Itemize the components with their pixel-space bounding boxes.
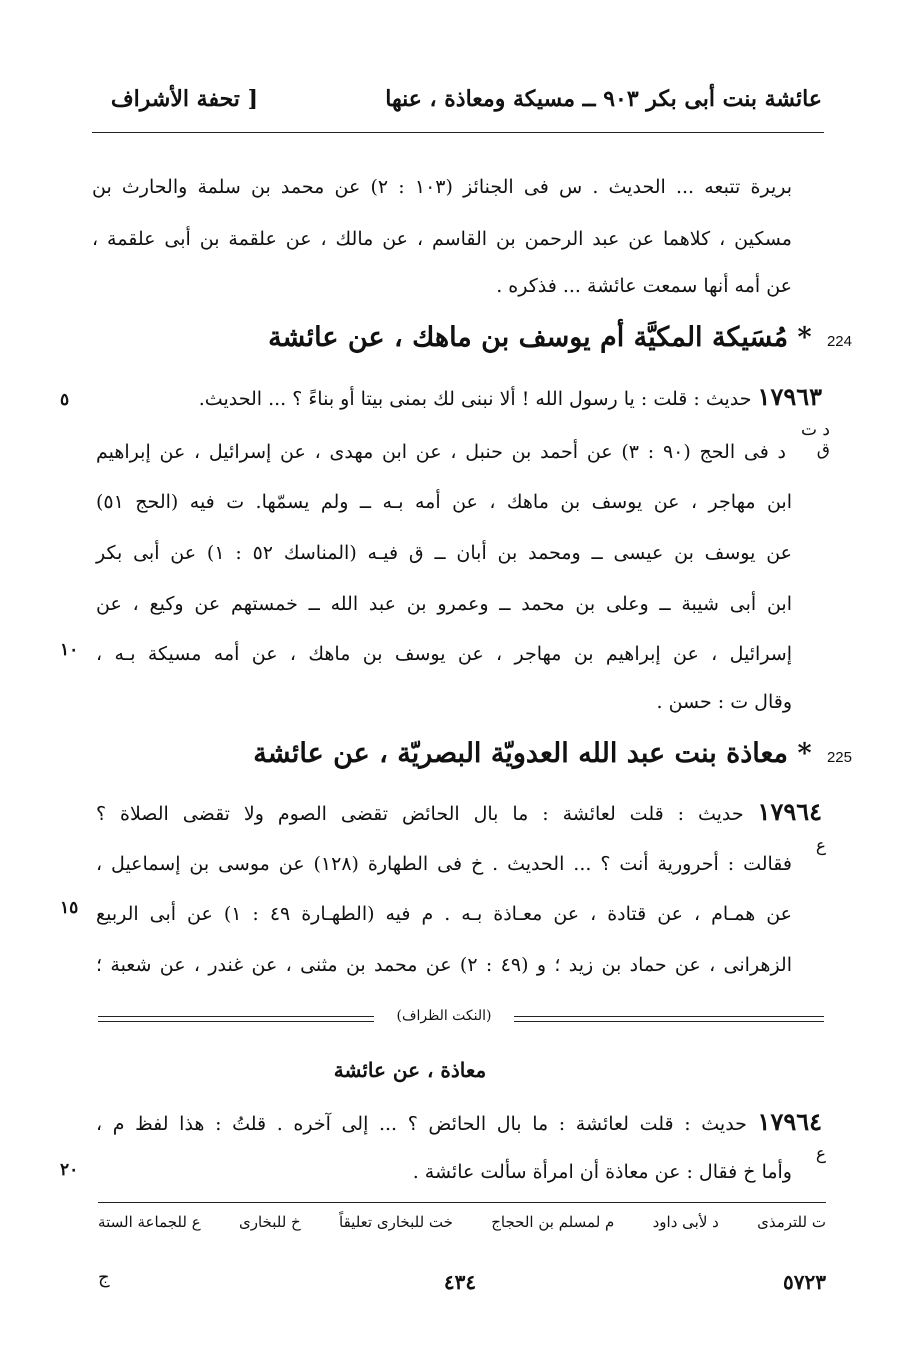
section-number: 225 bbox=[826, 749, 852, 766]
nukat-subheading: معاذة ، عن عائشة bbox=[333, 1058, 487, 1082]
abbreviation: خت للبخارى تعليقاً bbox=[339, 1213, 453, 1231]
abbreviation: ع للجماعة الستة bbox=[98, 1213, 201, 1231]
footer-rule bbox=[98, 1202, 826, 1203]
text-line: إسرائيل ، عن إبراهيم بن مهاجر ، عن يوسف بن ماهك ، عن أمه مسيكة بـه ، bbox=[96, 643, 792, 665]
abbreviation: خ للبخارى bbox=[238, 1213, 301, 1231]
hadith-number: ١٧٩٦٤ bbox=[757, 1107, 822, 1136]
text-line: عن يوسف بن عيسى ــ ومحمد بن أبان ــ ق فيـه (المناسك ٥٢ : ١) عن أبى بكر bbox=[96, 542, 792, 564]
text-line: عن أمه أنها سمعت عائشة ... فذكره . bbox=[496, 275, 792, 297]
text-line: ابن مهاجر ، عن يوسف بن ماهك ، عن أمه بـه ــ ولم يسمّها. ت فيه (الحج ٥١) bbox=[96, 491, 792, 513]
running-title-chapter: عائشة بنت أبى بكر ٩٠٣ ــ مسيكة ومعاذة ، عنها bbox=[385, 86, 822, 112]
text-line: وأما خ فقال : عن معاذة أن امرأة سألت عائشة . bbox=[412, 1161, 792, 1183]
section-marker: * bbox=[797, 322, 812, 353]
page-number: ٤٣٤ bbox=[443, 1270, 477, 1294]
nukat-separator bbox=[98, 1008, 824, 1030]
collection-code: ع bbox=[815, 836, 826, 856]
section-heading-224 bbox=[240, 322, 852, 353]
separator-label: (النكت الظراف) bbox=[396, 1008, 492, 1024]
hadith-number: ١٧٩٦٣ bbox=[757, 382, 822, 411]
abbreviation: م لمسلم بن الحجاج bbox=[491, 1213, 615, 1231]
text-line: عن همـام ، عن قتادة ، عن معـاذة بـه . م فيه (الطهـارة ٤٩ : ١) عن أبى الربيع bbox=[96, 903, 793, 925]
nukat-first-line bbox=[96, 1107, 822, 1136]
collection-codes: د ت ق bbox=[801, 420, 830, 460]
hadith-text: حديث : قلت : يا رسول الله ! ألا نبنى لك بمنى بيتا أو بناءً ؟ ... الحديث. bbox=[198, 388, 752, 410]
text-line: د فى الحج (٩٠ : ٣) عن أحمد بن حنبل ، عن ابن مهدى ، عن إسرائيل ، عن إبراهيم bbox=[96, 441, 787, 463]
abbreviation-key bbox=[98, 1213, 826, 1243]
margin-line-number: ١٥ bbox=[60, 898, 79, 918]
collection-code: ع bbox=[815, 1144, 826, 1164]
section-marker: * bbox=[797, 738, 812, 769]
section-heading-225 bbox=[236, 738, 852, 769]
header-rule bbox=[92, 132, 824, 133]
hadith-first-line bbox=[112, 382, 822, 411]
abbreviation: ت للترمذى bbox=[757, 1213, 826, 1231]
hadith-text: حديث : قلت لعائشة : ما بال الحائض تقضى الصوم ولا تقضى الصلاة ؟ bbox=[96, 803, 744, 825]
hadith-first-line bbox=[96, 797, 822, 826]
section-title: معاذة بنت عبد الله العدويّة البصريّة ، عن عائشة bbox=[253, 738, 789, 769]
section-number: 224 bbox=[826, 333, 852, 350]
volume-mark: ج bbox=[98, 1267, 110, 1288]
hadith-text: حديث : قلت لعائشة : ما بال الحائض ؟ ... إلى آخره . قلتُ : هذا لفظ م ، bbox=[96, 1113, 747, 1135]
text-line: فقالت : أحرورية أنت ؟ ... الحديث . خ فى الطهارة (١٢٨) عن موسى بن إسماعيل ، bbox=[96, 853, 792, 875]
text-line: وقال ت : حسن . bbox=[656, 691, 792, 713]
text-line: الزهرانى ، عن حماد بن زيد ؛ و (٤٩ : ٢) عن محمد بن مثنى ، عن غندر ، عن شعبة ؛ bbox=[96, 954, 792, 976]
separator-bar bbox=[514, 1016, 824, 1022]
margin-line-number: ٥ bbox=[60, 390, 70, 410]
margin-line-number: ٢٠ bbox=[60, 1160, 79, 1180]
running-title-book: [ تحفة الأشراف bbox=[110, 86, 258, 112]
entry-number: ٥٧٢٣ bbox=[783, 1270, 826, 1294]
hadith-number: ١٧٩٦٤ bbox=[757, 797, 822, 826]
text-line: بريرة تتبعه ... الحديث . س فى الجنائز (١٠٣ : ٢) عن محمد بن سلمة والحارث بن bbox=[92, 176, 793, 198]
margin-line-number: ١٠ bbox=[60, 640, 79, 660]
text-line: مسكين ، كلاهما عن عبد الرحمن بن القاسم ، عن مالك ، عن علقمة بن أبى علقمة ، bbox=[92, 228, 792, 250]
section-title: مُسَيكة المكيَّة أم يوسف بن ماهك ، عن عائشة bbox=[268, 322, 789, 353]
text-line: ابن أبى شيبة ــ وعلى بن محمد ــ وعمرو بن عبد الله ــ خمستهم عن وكيع ، عن bbox=[96, 593, 792, 615]
separator-bar bbox=[98, 1016, 374, 1022]
abbreviation: د لأبى داود bbox=[652, 1213, 719, 1231]
